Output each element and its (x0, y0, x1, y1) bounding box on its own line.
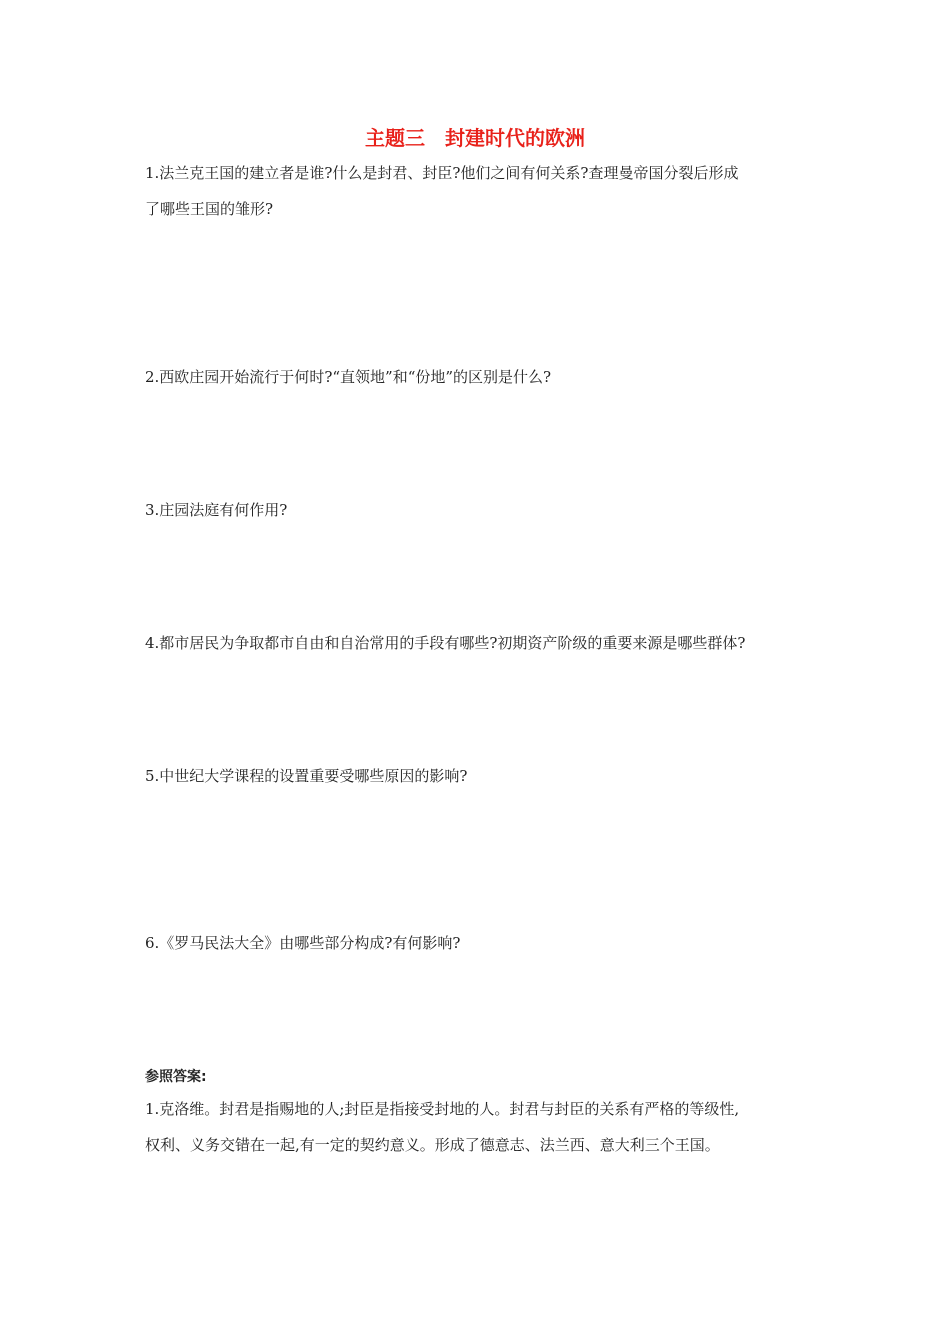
question-3-line-1: 3.庄园法庭有何作用? (145, 501, 288, 519)
answer-1-line-2: 权利、义务交错在一起,有一定的契约意义。形成了德意志、法兰西、意大利三个王国。 (145, 1136, 720, 1154)
question-6-line-1: 6.《罗马民法大全》由哪些部分构成?有何影响? (145, 934, 461, 952)
question-1-line-2: 了哪些王国的雏形? (145, 200, 274, 218)
page-title: 主题三 封建时代的欧洲 (365, 126, 585, 150)
question-2-line-1: 2.西欧庄园开始流行于何时?“直领地”和“份地”的区别是什么? (145, 368, 552, 386)
answer-1-line-1: 1.克洛维。封君是指赐地的人;封臣是指接受封地的人。封君与封臣的关系有严格的等级性, (145, 1100, 740, 1118)
answers-heading: 参照答案: (145, 1069, 207, 1085)
question-5-line-1: 5.中世纪大学课程的设置重要受哪些原因的影响? (145, 767, 468, 785)
question-4-line-1: 4.都市居民为争取都市自由和自治常用的手段有哪些?初期资产阶级的重要来源是哪些群体? (145, 634, 746, 652)
question-1-line-1: 1.法兰克王国的建立者是谁?什么是封君、封臣?他们之间有何关系?查理曼帝国分裂后形成 (145, 164, 739, 182)
